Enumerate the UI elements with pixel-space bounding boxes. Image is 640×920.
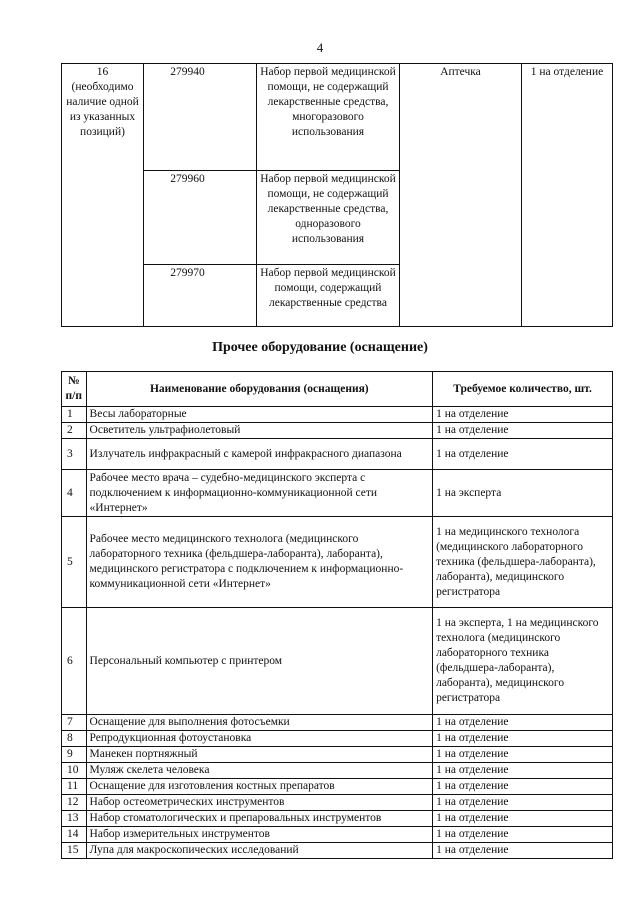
row-num: 14 [62, 827, 87, 843]
product-code-cell: 279940 [144, 64, 257, 171]
row-name: Муляж скелета человека [86, 763, 433, 779]
table-row [62, 517, 613, 608]
row-name: Оснащение для выполнения фотосъемки [86, 715, 433, 731]
table-header-row [62, 372, 613, 407]
row-qty: 1 на отделение [433, 407, 613, 423]
table-row [62, 811, 613, 827]
table-row [62, 715, 613, 731]
row-name: Репродукционная фотоустановка [86, 731, 433, 747]
row-name: Осветитель ультрафиолетовый [86, 423, 433, 439]
group-label-cell: 16 (необходимо наличие одной из указанных позиций) [62, 64, 144, 327]
product-name-cell: Набор первой медицинской помощи, не содержащий лекарственные средства, многоразового использования [257, 64, 400, 171]
row-qty: 1 на эксперта [433, 470, 613, 517]
row-qty: 1 на отделение [433, 763, 613, 779]
table-row [62, 407, 613, 423]
page-number: 4 [316, 40, 324, 55]
row-name: Оснащение для изготовления костных препаратов [86, 779, 433, 795]
row-num: 11 [62, 779, 87, 795]
product-code-cell: 279960 [144, 171, 257, 265]
table-row [62, 827, 613, 843]
table-row [62, 423, 613, 439]
header-qty: Требуемое количество, шт. [433, 372, 613, 407]
row-name: Набор измерительных инструментов [86, 827, 433, 843]
row-num: 3 [62, 439, 87, 470]
row-num: 9 [62, 747, 87, 763]
row-name: Рабочее место врача – судебно-медицинского эксперта с подключением к информационно-коммуникационной сети «Интернет» [86, 470, 433, 517]
row-name: Персональный компьютер с принтером [86, 608, 433, 715]
row-qty: 1 на отделение [433, 779, 613, 795]
row-qty: 1 на эксперта, 1 на медицинского технолога (медицинского лабораторного техника (фельдшера-лаборанта), лаборанта), медицинского регистратора [433, 608, 613, 715]
row-qty: 1 на отделение [433, 439, 613, 470]
row-name: Весы лабораторные [86, 407, 433, 423]
product-name-cell: Набор первой медицинской помощи, содержащий лекарственные средства [257, 265, 400, 327]
row-num: 2 [62, 423, 87, 439]
section-title: Прочее оборудование (оснащение) [212, 340, 428, 355]
first-aid-kit-table [61, 63, 613, 327]
row-name: Лупа для макроскопических исследований [86, 843, 433, 859]
row-qty: 1 на отделение [433, 747, 613, 763]
table-row [62, 731, 613, 747]
row-num: 15 [62, 843, 87, 859]
row-num: 13 [62, 811, 87, 827]
table-row [62, 470, 613, 517]
row-qty: 1 на отделение [433, 715, 613, 731]
row-qty: 1 на отделение [433, 843, 613, 859]
row-qty: 1 на отделение [433, 795, 613, 811]
table-row [62, 795, 613, 811]
header-num: № п/п [62, 372, 87, 407]
table-row [62, 843, 613, 859]
type-name-cell: Аптечка [400, 64, 522, 327]
table-row [62, 64, 613, 171]
row-num: 1 [62, 407, 87, 423]
row-num: 5 [62, 517, 87, 608]
row-num: 6 [62, 608, 87, 715]
row-name: Рабочее место медицинского технолога (медицинского лабораторного техника (фельдшера-лаборанта), лаборанта), медицинского регистратора с подключением к информационно-коммуникационной сети «Интернет» [86, 517, 433, 608]
product-code-cell: 279970 [144, 265, 257, 327]
row-name: Манекен портняжный [86, 747, 433, 763]
row-name: Набор стоматологических и препаровальных инструментов [86, 811, 433, 827]
table-row [62, 439, 613, 470]
header-name: Наименование оборудования (оснащения) [86, 372, 433, 407]
row-qty: 1 на отделение [433, 811, 613, 827]
table-row [62, 763, 613, 779]
row-qty: 1 на отделение [433, 423, 613, 439]
row-qty: 1 на отделение [433, 827, 613, 843]
row-name: Набор остеометрических инструментов [86, 795, 433, 811]
table-row [62, 747, 613, 763]
row-num: 4 [62, 470, 87, 517]
row-qty: 1 на медицинского технолога (медицинского лабораторного техника (фельдшера-лаборанта), лаборанта), медицинского регистратора [433, 517, 613, 608]
product-name-cell: Набор первой медицинской помощи, не содержащий лекарственные средства, одноразового использования [257, 171, 400, 265]
row-num: 12 [62, 795, 87, 811]
table-row [62, 608, 613, 715]
row-qty: 1 на отделение [433, 731, 613, 747]
equipment-table [61, 371, 613, 859]
row-num: 10 [62, 763, 87, 779]
row-num: 8 [62, 731, 87, 747]
table-row [62, 779, 613, 795]
row-name: Излучатель инфракрасный с камерой инфракрасного диапазона [86, 439, 433, 470]
quantity-cell: 1 на отделение [522, 64, 613, 327]
row-num: 7 [62, 715, 87, 731]
